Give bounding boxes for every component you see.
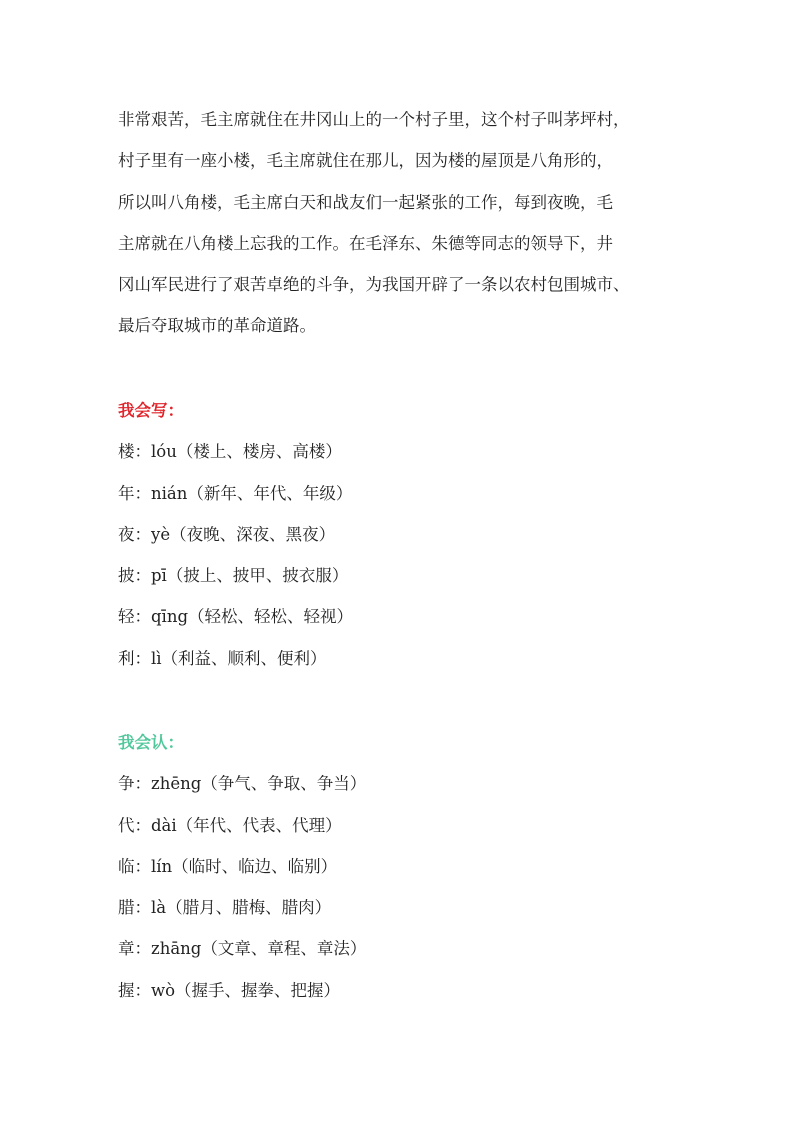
write-item: 披：pī（披上、披甲、披衣服）	[118, 566, 349, 586]
paragraph-line: 非常艰苦，毛主席就住在井冈山上的一个村子里，这个村子叫茅坪村，	[118, 110, 630, 129]
write-item: 轻：qīng（轻松、轻松、轻视）	[118, 607, 354, 627]
paragraph-line: 主席就在八角楼上忘我的工作。在毛泽东、朱德等同志的领导下，井	[118, 233, 613, 253]
paragraph-line: 村子里有一座小楼，毛主席就住在那儿，因为楼的屋顶是八角形的，	[118, 151, 613, 171]
read-item: 腊：là（腊月、腊梅、腊肉）	[118, 898, 332, 918]
paragraph-line: 所以叫八角楼，毛主席白天和战友们一起紧张的工作，每到夜晚，毛	[118, 192, 613, 212]
write-item: 年：nián（新年、年代、年级）	[118, 483, 353, 503]
write-section	[118, 390, 693, 679]
read-item: 争：zhēng（争气、争取、争当）	[118, 774, 367, 794]
read-heading: 我会认：	[118, 733, 184, 752]
read-section	[118, 722, 693, 1011]
paragraph-line: 冈山军民进行了艰苦卓绝的斗争，为我国开辟了一条以农村包围城市、	[118, 275, 630, 295]
paragraph-line: 最后夺取城市的革命道路。	[118, 316, 316, 336]
write-item: 利：lì（利益、顺利、便利）	[118, 648, 327, 668]
story-paragraph	[118, 99, 693, 347]
read-item: 章：zhāng（文章、章程、章法）	[118, 939, 367, 959]
write-heading: 我会写：	[118, 401, 184, 420]
write-item: 楼：lóu（楼上、楼房、高楼）	[118, 442, 342, 462]
read-item: 临：lín（临时、临边、临别）	[118, 856, 338, 876]
write-item: 夜：yè（夜晚、深夜、黑夜）	[118, 524, 336, 544]
read-item: 握：wò（握手、握拳、把握）	[118, 980, 341, 1000]
read-item: 代：dài（年代、代表、代理）	[118, 815, 342, 835]
